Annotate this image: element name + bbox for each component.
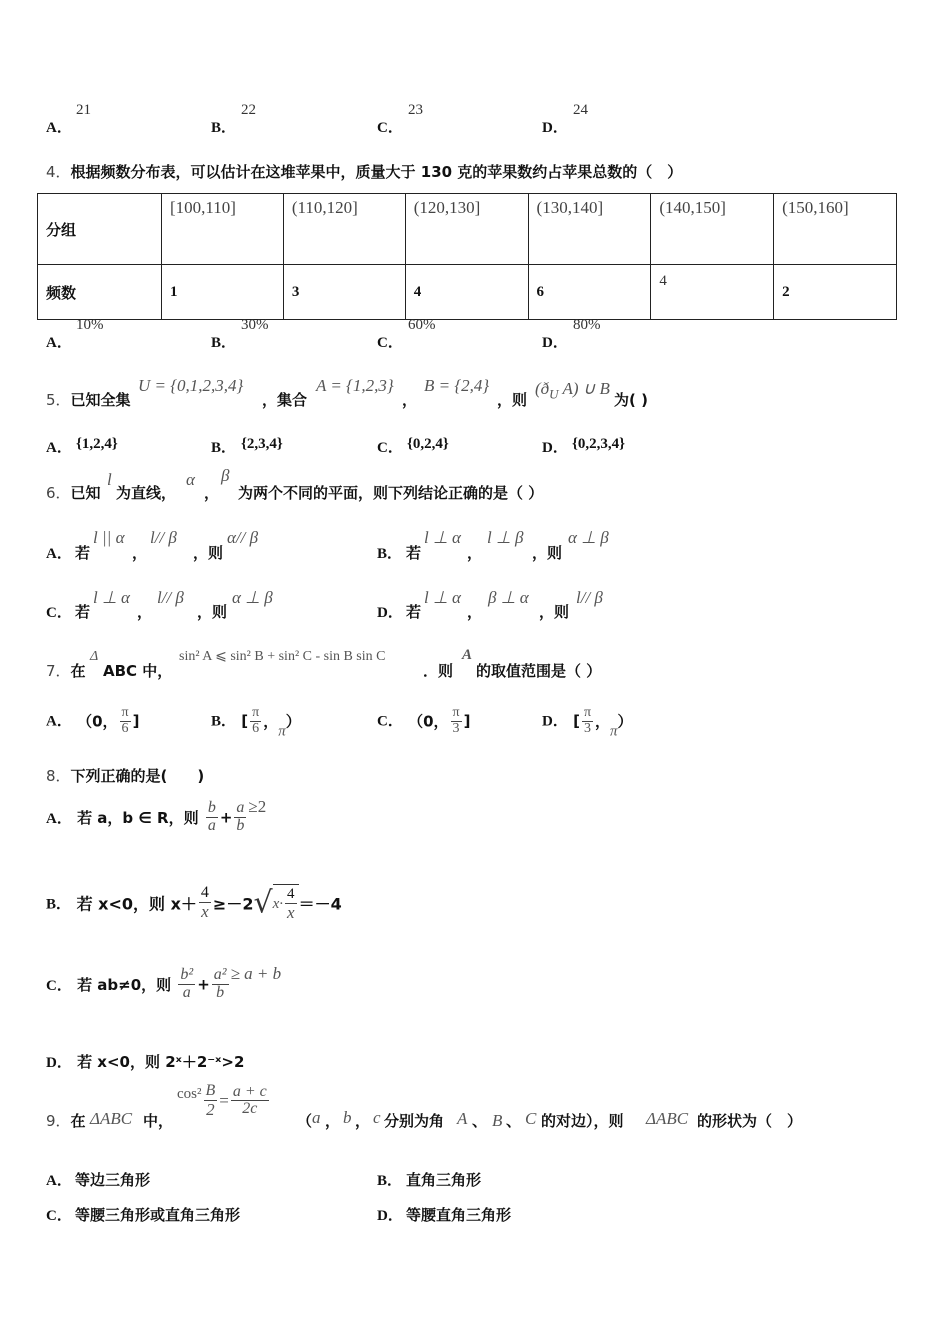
q9-angle-c: C: [525, 1109, 537, 1128]
table-cell-count: 2: [774, 265, 897, 320]
q7-angle-a: A: [462, 647, 473, 663]
q8-option-b: B． 若 x<0，则 x＋ $\frac{4}{x}$ ≥－2√x· $\frac{4}{x}$ ＝－4: [46, 883, 342, 922]
q6-option-d-cond2: β ⊥ α: [488, 588, 529, 607]
q8-option-d: D． 若 x<0，则 2ˣ＋2⁻ˣ>2: [46, 1053, 245, 1071]
q6-option-c-text: 若: [75, 603, 91, 621]
q9-text: 的对边），则: [541, 1112, 624, 1130]
table-row-intervals: [38, 194, 897, 265]
q7-number: 7．: [46, 662, 71, 680]
q6-option-d-result: l// β: [576, 588, 603, 607]
q5-option-c-label: C．: [377, 440, 403, 456]
q9-side-c: c: [373, 1108, 381, 1127]
table-cell-interval: (110,120]: [283, 194, 405, 265]
q6-option-b-cond2: l ⊥ β: [487, 528, 524, 547]
q5-option-d-value: {0,2,3,4}: [572, 436, 626, 452]
table-cell-interval: (150,160]: [774, 194, 897, 265]
q7-option-c: C． （0， $\frac{\pi}{3}$ ]: [377, 705, 471, 736]
q6-option-b-result: α ⊥ β: [568, 528, 609, 547]
q6-beta: β: [221, 466, 230, 485]
q9-option-d-label: D．: [377, 1208, 403, 1224]
q6-option-d-text: ，则: [539, 603, 570, 621]
q3-option-a-value: 21: [76, 102, 91, 118]
q9-option-c-value: 等腰三角形或直角三角形: [75, 1206, 241, 1224]
q9-option-b-label: B．: [377, 1173, 403, 1189]
q5-option-d-label: D．: [542, 440, 568, 456]
q4-text: 根据频数分布表，可以估计在这堆苹果中，质量大于 130 克的苹果数约占苹果总数的（ ）: [70, 163, 683, 181]
q7-text: ．则: [423, 662, 454, 680]
table-cell-interval: [100,110]: [162, 194, 284, 265]
table-cell-count: 6: [528, 265, 651, 320]
table-header-group: 分组: [38, 194, 162, 265]
q9-option-d-value: 等腰直角三角形: [406, 1206, 512, 1224]
q7-text: 的取值范围是（ ）: [476, 662, 602, 680]
q4-option-b-label: B．: [211, 335, 237, 351]
q6-line-l: l: [107, 470, 112, 489]
q7-inequality: sin² A ⩽ sin² B + sin² C - sin B sin C: [179, 649, 386, 664]
q6-option-b-cond1: l ⊥ α: [424, 528, 461, 547]
q9-stem: [46, 1110, 86, 1131]
table-cell-interval: (130,140]: [528, 194, 651, 265]
q9-option-a-value: 等边三角形: [75, 1171, 151, 1189]
q6-option-b-text: ，则: [532, 544, 563, 562]
q6-text: 已知: [70, 484, 101, 502]
table-cell-count: 3: [283, 265, 405, 320]
q4-stem: [46, 161, 682, 182]
q3-option-d-value: 24: [573, 102, 588, 118]
q3-option-b-label: B．: [211, 120, 237, 136]
q9-text: （: [297, 1112, 313, 1130]
q9-triangle-2: ΔABC: [646, 1109, 689, 1128]
q9-triangle: ΔABC: [90, 1109, 133, 1128]
q9-angle-b: B: [492, 1111, 503, 1130]
q7-option-d: D． [ $\frac{\pi}{3}$ ，π）: [542, 705, 633, 740]
q5-set-a: A = {1,2,3}: [316, 376, 394, 395]
q7-stem: [46, 660, 86, 681]
table-cell-count: 4: [651, 265, 774, 320]
q6-alpha: α: [186, 470, 195, 489]
q8-number: 8．: [46, 767, 71, 785]
q6-option-a-result: α// β: [227, 528, 259, 547]
q9-text: 的形状为（ ）: [697, 1112, 803, 1130]
q5-text: 已知全集: [70, 391, 131, 409]
q9-text: 分别为角: [384, 1112, 445, 1130]
q7-delta: Δ: [90, 649, 99, 664]
q9-text: 中，: [143, 1112, 174, 1130]
q4-option-b-value: 30%: [241, 317, 269, 333]
q9-option-c-label: C．: [46, 1208, 72, 1224]
q4-option-a-label: A．: [46, 335, 72, 351]
q9-text: 、: [506, 1112, 522, 1130]
q5-text: ，则: [497, 391, 528, 409]
q6-option-b-label: B．: [377, 546, 403, 562]
q6-option-d-sep: ，: [467, 603, 483, 621]
q4-number: 4．: [46, 163, 71, 181]
q5-option-a-label: A．: [46, 440, 72, 456]
q9-text: 、: [472, 1112, 488, 1130]
q3-option-c-value: 23: [408, 102, 423, 118]
table-cell-interval: (140,150]: [651, 194, 774, 265]
q6-option-a-cond1: l || α: [93, 528, 125, 547]
q6-stem: [46, 482, 101, 503]
q5-option-b-label: B．: [211, 440, 237, 456]
q5-expression: ($ð_U$ A) ∪ B: [535, 379, 610, 402]
q6-option-a-sep: ，: [132, 544, 148, 562]
q6-option-b-sep: ，: [467, 544, 483, 562]
q5-set-b: B = {2,4}: [424, 376, 490, 395]
q6-number: 6．: [46, 484, 71, 502]
q4-option-d-label: D．: [542, 335, 568, 351]
q6-option-c-result: α ⊥ β: [232, 588, 273, 607]
q5-text: 为( ): [614, 391, 648, 409]
q6-text: 为直线，: [116, 484, 177, 502]
q6-option-d-cond1: l ⊥ α: [424, 588, 461, 607]
table-cell-interval: (120,130]: [405, 194, 528, 265]
q5-stem: [46, 389, 131, 410]
q8-option-c: C． 若 ab≠0，则 $\frac{\text{b²}}{a}$ + $\frac{\text{a²}}{b}$ ≥ a + b: [46, 964, 282, 1001]
table-row-counts: [38, 265, 897, 320]
q4-option-c-value: 60%: [408, 317, 436, 333]
q7-text: 在: [70, 662, 86, 680]
q6-option-b-text: 若: [406, 544, 422, 562]
q9-side-a: a: [312, 1108, 321, 1127]
q9-text: ，: [355, 1112, 371, 1130]
q6-text: ，: [204, 484, 220, 502]
q9-angle-a: A: [457, 1109, 468, 1128]
q6-option-a-label: A．: [46, 546, 72, 562]
q9-equation: cos² $\frac{B}{2}$ = $\frac{a + c}{2c}$: [177, 1082, 267, 1119]
q5-universal-set: U = {0,1,2,3,4}: [138, 376, 244, 395]
q6-option-c-text: ，则: [197, 603, 228, 621]
q6-option-c-label: C．: [46, 605, 72, 621]
q6-option-c-cond1: l ⊥ α: [93, 588, 130, 607]
frequency-table: [37, 193, 897, 320]
q6-option-d-text: 若: [406, 603, 422, 621]
q3-option-c-label: C．: [377, 120, 403, 136]
q9-side-b: b: [343, 1108, 352, 1127]
q9-text: ，: [325, 1112, 341, 1130]
q6-text: 为两个不同的平面，则下列结论正确的是（ ）: [238, 484, 544, 502]
q8-stem: [46, 765, 204, 786]
q9-text: 在: [70, 1112, 86, 1130]
q9-number: 9．: [46, 1112, 71, 1130]
q9-option-a-label: A．: [46, 1173, 72, 1189]
q4-option-d-value: 80%: [573, 317, 601, 333]
table-cell-count: 1: [162, 265, 284, 320]
q6-option-a-cond2: l// β: [150, 528, 177, 547]
q4-option-a-value: 10%: [76, 317, 104, 333]
q6-option-c-sep: ，: [137, 603, 153, 621]
q5-option-c-value: {0,2,4}: [407, 436, 449, 452]
q7-option-a: A． （0， $\frac{\pi}{6}$ ]: [46, 705, 140, 736]
q3-option-d-label: D．: [542, 120, 568, 136]
q5-text: ，集合: [262, 391, 308, 409]
q5-option-b-value: {2,3,4}: [241, 436, 283, 452]
q5-option-a-value: {1,2,4}: [76, 436, 118, 452]
q6-option-d-label: D．: [377, 605, 403, 621]
table-header-count: 频数: [38, 265, 162, 320]
q6-option-c-cond2: l// β: [157, 588, 184, 607]
q8-text: 下列正确的是( ): [70, 767, 205, 785]
q3-option-b-value: 22: [241, 102, 256, 118]
q7-option-b: B． [ $\frac{\pi}{6}$ ，π）: [211, 705, 301, 740]
table-cell-count: 4: [405, 265, 528, 320]
q3-option-a-label: A．: [46, 120, 72, 136]
q7-text: ABC 中，: [103, 662, 173, 680]
q5-number: 5．: [46, 391, 71, 409]
q5-text: ，: [402, 391, 418, 409]
q9-option-b-value: 直角三角形: [406, 1171, 482, 1189]
q8-option-a: A． 若 a，b ∈ R，则 $\frac{b}{a}$ + $\frac{a}{b}$ ≥2: [46, 797, 267, 834]
q6-option-a-text: 若: [75, 544, 91, 562]
q6-option-a-text: ，则: [193, 544, 224, 562]
q4-option-c-label: C．: [377, 335, 403, 351]
